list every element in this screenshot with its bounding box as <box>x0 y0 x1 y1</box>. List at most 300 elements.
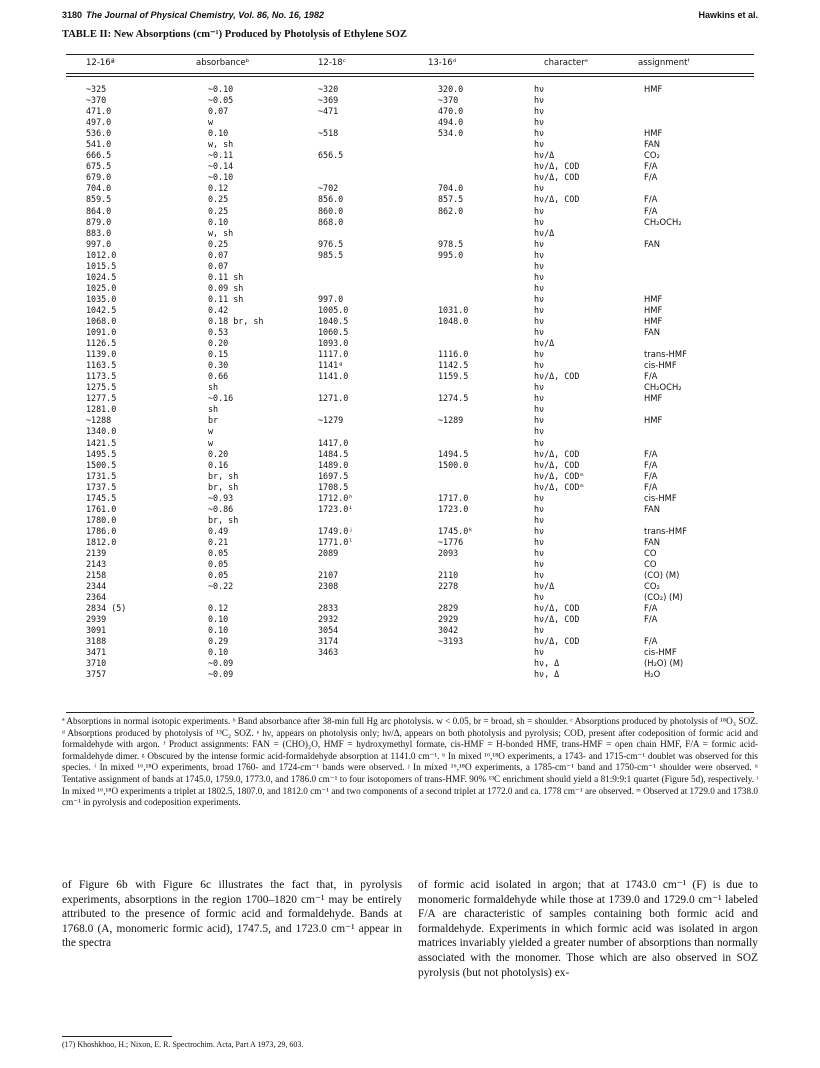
cell-absorbance: ~0.16 <box>208 393 234 404</box>
cell-12-18: 997.0 <box>318 293 344 304</box>
body-text-right: of formic acid isolated in argon; that at 1743.0 cm⁻¹ (F) is due to monomeric formaldehyde while those at 1739.0 and 1729.0 cm⁻¹ labeled F/A are characteristic of samples containing both formic acid and formaldehyde. Experiments in which formic acid was isolated in argon matrices invariably yielded a greater number of absorptions than normally associated with the monomer. Those which are also observed in SOZ pyrolysis (but not photolysis) ex- <box>418 879 758 979</box>
cell-12-16: 1042.5 <box>86 304 117 315</box>
cell-assignment: CO <box>644 559 657 570</box>
table-row <box>66 559 754 570</box>
cell-absorbance: 0.11 sh <box>208 293 244 304</box>
cell-character: hν <box>534 183 545 194</box>
cell-absorbance: sh <box>208 404 219 415</box>
table-row <box>66 504 754 515</box>
cell-character: hν <box>534 260 545 271</box>
cell-12-18: 1141.0 <box>318 371 349 382</box>
cell-12-18: 2107 <box>318 570 339 581</box>
cell-12-18: 1005.0 <box>318 304 349 315</box>
cell-assignment: H₂O <box>644 669 661 680</box>
cell-assignment: cis-HMF <box>644 360 677 371</box>
cell-assignment: F/A <box>644 614 658 625</box>
cell-12-18: ~320 <box>318 84 339 94</box>
cell-character: hν/Δ <box>534 150 555 161</box>
cell-13-16: 2278 <box>438 581 459 592</box>
table-row <box>66 139 754 150</box>
table-row <box>66 217 754 228</box>
cell-absorbance: 0.49 <box>208 525 229 536</box>
cell-character: hν/Δ, COD <box>534 161 580 172</box>
cell-absorbance: 0.10 <box>208 647 229 658</box>
page-number: 3180 <box>62 10 83 20</box>
cell-13-16: 2093 <box>438 547 459 558</box>
cell-absorbance: 0.18 br, sh <box>208 315 264 326</box>
table-row <box>66 382 754 393</box>
cell-12-18: 1417.0 <box>318 437 349 448</box>
table-row <box>66 636 754 647</box>
cell-12-16: 3757 <box>86 669 107 680</box>
table-row <box>66 272 754 283</box>
cell-character: hν <box>534 238 545 249</box>
cell-character: hν <box>534 492 545 503</box>
cell-13-16: 1500.0 <box>438 459 469 470</box>
cell-character: hν/Δ, COD <box>534 172 580 183</box>
cell-absorbance: w, sh <box>208 139 234 150</box>
cell-12-16: 879.0 <box>86 216 112 227</box>
cell-absorbance: 0.10 <box>208 614 229 625</box>
cell-character: hν <box>534 415 545 426</box>
cell-character: hν <box>534 525 545 536</box>
table-row <box>66 305 754 316</box>
cell-13-16: 1745.0ᵏ <box>438 525 474 536</box>
cell-assignment: F/A <box>644 470 658 481</box>
col-header-12-18: 12-18ᶜ <box>318 58 346 68</box>
cell-12-16: 536.0 <box>86 128 112 139</box>
cell-13-16: 1723.0 <box>438 503 469 514</box>
running-authors: Hawkins et al. <box>698 10 758 20</box>
cell-assignment: trans-HMF <box>644 525 687 536</box>
table-row <box>66 438 754 449</box>
cell-13-16: ~3193 <box>438 636 464 647</box>
cell-13-16: 2110 <box>438 570 459 581</box>
cell-absorbance: 0.53 <box>208 327 229 338</box>
cell-absorbance: br, sh <box>208 514 239 525</box>
cell-character: hν <box>534 304 545 315</box>
cell-12-16: 3471 <box>86 647 107 658</box>
cell-absorbance: 0.11 sh <box>208 271 244 282</box>
cell-12-16: 1745.5 <box>86 492 117 503</box>
cell-12-16: 666.5 <box>86 150 112 161</box>
cell-12-18: 856.0 <box>318 194 344 205</box>
cell-12-16: 3188 <box>86 636 107 647</box>
cell-character: hν/Δ, COD <box>534 603 580 614</box>
cell-character: hν/Δ <box>534 338 555 349</box>
table-row <box>66 471 754 482</box>
cell-character: hν <box>534 625 545 636</box>
reference-17: (17) Khoshkhoo, H.; Nixon, E. R. Spectrochim. Acta, Part A 1973, 29, 603. <box>62 1040 304 1049</box>
cell-assignment: FAN <box>644 238 661 249</box>
cell-assignment: HMF <box>644 293 663 304</box>
cell-absorbance: ~0.09 <box>208 658 234 669</box>
table-row <box>66 625 754 636</box>
journal-name: The Journal of Physical Chemistry, Vol. 86, No. 16, 1982 <box>86 10 324 20</box>
table-row <box>66 183 754 194</box>
cell-12-16: 1163.5 <box>86 360 117 371</box>
cell-absorbance: ~0.14 <box>208 161 234 172</box>
table-row <box>66 206 754 217</box>
cell-12-16: 2344 <box>86 581 107 592</box>
cell-assignment: F/A <box>644 205 658 216</box>
cell-12-16: 3091 <box>86 625 107 636</box>
cell-13-16: 320.0 <box>438 84 464 94</box>
cell-12-18: ~369 <box>318 95 339 106</box>
table-row <box>66 172 754 183</box>
cell-12-18: ~471 <box>318 106 339 117</box>
cell-12-18: 860.0 <box>318 205 344 216</box>
cell-12-16: 2834 (5) <box>86 603 127 614</box>
absorption-table <box>66 84 754 681</box>
table-row <box>66 128 754 139</box>
cell-12-16: 675.5 <box>86 161 112 172</box>
cell-12-16: 2158 <box>86 570 107 581</box>
cell-absorbance: 0.12 <box>208 183 229 194</box>
cell-character: hν/Δ, COD <box>534 459 580 470</box>
cell-13-16: 470.0 <box>438 106 464 117</box>
cell-12-16: 541.0 <box>86 139 112 150</box>
cell-assignment: FAN <box>644 139 661 150</box>
cell-assignment: CO₂ <box>644 150 660 161</box>
cell-absorbance: ~0.11 <box>208 150 234 161</box>
cell-character: hν <box>534 647 545 658</box>
cell-assignment: CH₂OCH₂ <box>644 382 682 393</box>
cell-character: hν <box>534 426 545 437</box>
cell-character: hν <box>534 139 545 150</box>
cell-absorbance: 0.25 <box>208 194 229 205</box>
cell-12-18: 1271.0 <box>318 393 349 404</box>
cell-12-16: 1068.0 <box>86 315 117 326</box>
cell-12-16: 704.0 <box>86 183 112 194</box>
cell-13-16: ~1289 <box>438 415 464 426</box>
cell-assignment: F/A <box>644 636 658 647</box>
col-header-character: characterᵉ <box>544 58 589 68</box>
cell-absorbance: ~0.86 <box>208 503 234 514</box>
table-row <box>66 294 754 305</box>
cell-12-16: 1500.5 <box>86 459 117 470</box>
table-row <box>66 261 754 272</box>
cell-12-18: 1141ᵍ <box>318 360 344 371</box>
cell-12-18: 2932 <box>318 614 339 625</box>
table-row <box>66 239 754 250</box>
cell-character: hν/Δ, COD <box>534 614 580 625</box>
cell-13-16: 978.5 <box>438 238 464 249</box>
cell-assignment: F/A <box>644 481 658 492</box>
cell-absorbance: 0.66 <box>208 371 229 382</box>
table-row <box>66 515 754 526</box>
cell-absorbance: ~0.05 <box>208 95 234 106</box>
table-row <box>66 338 754 349</box>
cell-12-18: 2833 <box>318 603 339 614</box>
cell-12-18: 1040.5 <box>318 315 349 326</box>
cell-13-16: 1142.5 <box>438 360 469 371</box>
cell-absorbance: 0.12 <box>208 603 229 614</box>
cell-12-16: 1761.0 <box>86 503 117 514</box>
table-row <box>66 493 754 504</box>
cell-13-16: 1159.5 <box>438 371 469 382</box>
table-row <box>66 360 754 371</box>
table-row <box>66 614 754 625</box>
table-row <box>66 316 754 327</box>
table-row <box>66 106 754 117</box>
cell-assignment: HMF <box>644 304 663 315</box>
cell-character: hν/Δ, CODᵐ <box>534 470 585 481</box>
cell-character: hν <box>534 327 545 338</box>
cell-character: hν <box>534 536 545 547</box>
cell-character: hν <box>534 404 545 415</box>
cell-12-18: 3054 <box>318 625 339 636</box>
cell-character: hν/Δ, COD <box>534 194 580 205</box>
table-column-headers <box>66 58 754 70</box>
table-row <box>66 526 754 537</box>
cell-12-18: 1489.0 <box>318 459 349 470</box>
journal-line <box>62 10 324 20</box>
table-row <box>66 404 754 415</box>
cell-13-16: 1048.0 <box>438 315 469 326</box>
cell-absorbance: 0.09 sh <box>208 282 244 293</box>
cell-12-18: 1117.0 <box>318 349 349 360</box>
cell-12-16: 679.0 <box>86 172 112 183</box>
col-header-13-16: 13-16ᵈ <box>428 58 457 68</box>
cell-13-16: ~370 <box>438 95 459 106</box>
cell-12-16: ~325 <box>86 84 107 94</box>
cell-12-18: 1708.5 <box>318 481 349 492</box>
cell-12-16: 1012.0 <box>86 249 117 260</box>
cell-12-16: 1173.5 <box>86 371 117 382</box>
cell-13-16: 3042 <box>438 625 459 636</box>
cell-12-16: 1812.0 <box>86 536 117 547</box>
cell-assignment: cis-HMF <box>644 492 677 503</box>
cell-absorbance: 0.10 <box>208 625 229 636</box>
cell-character: hν <box>534 360 545 371</box>
cell-12-16: 3710 <box>86 658 107 669</box>
cell-assignment: HMF <box>644 393 663 404</box>
cell-absorbance: ~0.10 <box>208 84 234 94</box>
cell-12-16: 1025.0 <box>86 282 117 293</box>
cell-absorbance: ~0.09 <box>208 669 234 680</box>
cell-assignment: (CO) (M) <box>644 570 680 581</box>
cell-character: hν/Δ <box>534 227 555 238</box>
footnote-rule <box>62 1036 172 1037</box>
cell-absorbance: 0.15 <box>208 349 229 360</box>
cell-12-18: 976.5 <box>318 238 344 249</box>
table-caption: TABLE II: New Absorptions (cm⁻¹) Produced by Photolysis of Ethylene SOZ <box>62 29 407 40</box>
table-row <box>66 283 754 294</box>
cell-character: hν, Δ <box>534 658 560 669</box>
table-bottom-rule <box>66 712 754 713</box>
table-top-rule <box>66 54 754 55</box>
cell-absorbance: br, sh <box>208 481 239 492</box>
cell-character: hν <box>534 592 545 603</box>
cell-character: hν/Δ, COD <box>534 371 580 382</box>
cell-absorbance: br, sh <box>208 470 239 481</box>
cell-absorbance: 0.05 <box>208 547 229 558</box>
cell-character: hν <box>534 271 545 282</box>
cell-12-18: 868.0 <box>318 216 344 227</box>
cell-assignment: FAN <box>644 327 661 338</box>
cell-character: hν <box>534 514 545 525</box>
cell-13-16: 2829 <box>438 603 459 614</box>
cell-character: hν <box>534 393 545 404</box>
cell-absorbance: w <box>208 426 214 437</box>
cell-12-16: 497.0 <box>86 117 112 128</box>
cell-12-18: 3174 <box>318 636 339 647</box>
table-header-rule-2 <box>66 76 754 77</box>
table-row <box>66 393 754 404</box>
cell-12-16: 1780.0 <box>86 514 117 525</box>
cell-12-16: 1340.0 <box>86 426 117 437</box>
table-row <box>66 570 754 581</box>
cell-character: hν <box>534 349 545 360</box>
col-header-absorbance: absorbanceᵇ <box>196 58 250 68</box>
cell-assignment: HMF <box>644 415 663 426</box>
cell-13-16: ~1776 <box>438 536 464 547</box>
cell-absorbance: 0.16 <box>208 459 229 470</box>
cell-character: hν <box>534 315 545 326</box>
cell-character: hν <box>534 282 545 293</box>
cell-absorbance: 0.10 <box>208 216 229 227</box>
cell-absorbance: 0.29 <box>208 636 229 647</box>
cell-12-16: 1024.5 <box>86 271 117 282</box>
cell-absorbance: w <box>208 117 214 128</box>
table-row <box>66 537 754 548</box>
cell-12-18: 1060.5 <box>318 327 349 338</box>
cell-12-16: 1731.5 <box>86 470 117 481</box>
table-row <box>66 548 754 559</box>
cell-12-16: 1139.0 <box>86 349 117 360</box>
cell-character: hν/Δ, CODᵐ <box>534 481 585 492</box>
cell-absorbance: 0.05 <box>208 570 229 581</box>
cell-absorbance: sh <box>208 382 219 393</box>
cell-absorbance: 0.42 <box>208 304 229 315</box>
cell-assignment: HMF <box>644 84 663 94</box>
table-row <box>66 327 754 338</box>
cell-12-18: 1771.0ˡ <box>318 536 354 547</box>
table-row <box>66 84 754 95</box>
table-header-rule <box>66 73 754 74</box>
cell-absorbance: 0.05 <box>208 559 229 570</box>
table-row <box>66 161 754 172</box>
cell-assignment: FAN <box>644 536 661 547</box>
table-row <box>66 95 754 106</box>
cell-character: hν <box>534 559 545 570</box>
cell-absorbance: ~0.10 <box>208 172 234 183</box>
table-row <box>66 460 754 471</box>
cell-12-16: 1277.5 <box>86 393 117 404</box>
cell-character: hν <box>534 205 545 216</box>
table-row <box>66 647 754 658</box>
cell-absorbance: 0.25 <box>208 238 229 249</box>
table-row <box>66 228 754 239</box>
table-row <box>66 592 754 603</box>
cell-absorbance: 0.21 <box>208 536 229 547</box>
cell-12-18: 1093.0 <box>318 338 349 349</box>
cell-character: hν/Δ, COD <box>534 636 580 647</box>
cell-character: hν <box>534 382 545 393</box>
cell-12-16: 2939 <box>86 614 107 625</box>
cell-13-16: 494.0 <box>438 117 464 128</box>
cell-assignment: trans-HMF <box>644 349 687 360</box>
cell-character: hν <box>534 249 545 260</box>
cell-13-16: 1717.0 <box>438 492 469 503</box>
table-row <box>66 117 754 128</box>
cell-character: hν <box>534 84 545 94</box>
table-row <box>66 658 754 669</box>
table-row <box>66 415 754 426</box>
cell-absorbance: 0.10 <box>208 128 229 139</box>
cell-absorbance: 0.07 <box>208 249 229 260</box>
cell-assignment: F/A <box>644 603 658 614</box>
cell-12-16: 859.5 <box>86 194 112 205</box>
cell-12-16: ~370 <box>86 95 107 106</box>
cell-character: hν <box>534 106 545 117</box>
table-footnotes: ª Absorptions in normal isotopic experiments. ᵇ Band absorbance after 38-min full Hg arc photolysis. w < 0.05, br = broad, sh = shoulder. ᶜ Absorptions produced by photolysis of ¹⁸O₃ SOZ. ᵈ Absorptions produced by photolysis of ¹³C₂ SOZ. ᵉ hν, appears on photolysis only; hν/Δ, appears on both photolysis and pyrolysis; COD, present after codeposition of formic acid and formaldehyde with argon. ᶠ Product assignments: FAN = (CHO)₂O, HMF = hydroxymethyl formate, cis-HMF = H-bonded HMF, trans-HMF = open chain HMF, F/A = formic acid-formaldehyde dimer. ᵍ Obscured by the intense formic acid-formaldehyde absorption at 1141.0 cm⁻¹. ʰ In mixed ¹⁶,¹⁸O experiments, a 1743- and 1715-cm⁻¹ doublet was observed for this species. ⁱ In mixed ¹⁶,¹⁸O experiments, broad 1760- and 1724-cm⁻¹ bands were observed. ʲ In mixed ¹⁶,¹⁸O experiments, a 1785-cm⁻¹ band and 1750-cm⁻¹ shoulder were observed. ᵏ Tentative assignment of bands at 1745.0, 1759.0, 1773.0, and 1786.0 cm⁻¹ to four isotopomers of trans-HMF. 90% ¹³C enrichment should yield a 81:9:9:1 quartet (Figure 5d), respectively. ˡ In mixed ¹⁶,¹⁸O experiments a triplet at 1802.5, 1807.0, and 1812.0 cm⁻¹ and two components of a second triplet at 1772.0 and ca. 1778 cm⁻¹ are observed. ᵐ Observed at 1729.0 and 1738.0 cm⁻¹ in pyrolysis and codeposition experiments. <box>62 716 758 808</box>
cell-assignment: F/A <box>644 371 658 382</box>
cell-assignment: HMF <box>644 315 663 326</box>
cell-character: hν <box>534 117 545 128</box>
cell-character: hν/Δ <box>534 581 555 592</box>
cell-character: hν <box>534 547 545 558</box>
cell-assignment: F/A <box>644 161 658 172</box>
cell-12-16: 1737.5 <box>86 481 117 492</box>
cell-absorbance: ~0.93 <box>208 492 234 503</box>
table-row <box>66 426 754 437</box>
body-text-left: of Figure 6b with Figure 6c illustrates the fact that, in pyrolysis experiments, absorptions in the region 1700–1820 cm⁻¹ may be entirely attributed to the presence of formic acid and formaldehyde. Bands at 1768.0 (A, monomeric formic acid), 1747.5, and 1723.0 cm⁻¹ appear in the spectra <box>62 879 402 950</box>
cell-absorbance: 0.25 <box>208 205 229 216</box>
cell-assignment: (H₂O) (M) <box>644 658 684 669</box>
col-header-12-16: 12-16ª <box>86 58 115 68</box>
cell-character: hν <box>534 95 545 106</box>
cell-12-18: 1712.0ʰ <box>318 492 354 503</box>
cell-13-16: 857.5 <box>438 194 464 205</box>
cell-12-18: 1723.0ⁱ <box>318 503 354 514</box>
table-row <box>66 581 754 592</box>
cell-character: hν <box>534 437 545 448</box>
cell-assignment: HMF <box>644 128 663 139</box>
cell-12-16: ~1288 <box>86 415 112 426</box>
cell-12-18: ~1279 <box>318 415 344 426</box>
cell-assignment: CO₂ <box>644 581 660 592</box>
cell-character: hν <box>534 216 545 227</box>
cell-12-18: ~518 <box>318 128 339 139</box>
cell-character: hν <box>534 128 545 139</box>
cell-12-16: 1275.5 <box>86 382 117 393</box>
table-row <box>66 449 754 460</box>
cell-12-18: 1484.5 <box>318 448 349 459</box>
cell-12-16: 883.0 <box>86 227 112 238</box>
cell-character: hν/Δ, COD <box>534 448 580 459</box>
cell-assignment: F/A <box>644 194 658 205</box>
cell-assignment: CO <box>644 547 657 558</box>
cell-character: hν <box>534 293 545 304</box>
cell-12-16: 2143 <box>86 559 107 570</box>
cell-12-18: ~702 <box>318 183 339 194</box>
cell-absorbance: 0.07 <box>208 106 229 117</box>
cell-absorbance: 0.30 <box>208 360 229 371</box>
cell-13-16: 704.0 <box>438 183 464 194</box>
table-row <box>66 603 754 614</box>
cell-12-16: 997.0 <box>86 238 112 249</box>
cell-assignment: FAN <box>644 503 661 514</box>
cell-12-16: 1421.5 <box>86 437 117 448</box>
cell-12-16: 1035.0 <box>86 293 117 304</box>
cell-13-16: 862.0 <box>438 205 464 216</box>
table-row <box>66 250 754 261</box>
cell-12-18: 985.5 <box>318 249 344 260</box>
cell-assignment: F/A <box>644 448 658 459</box>
cell-absorbance: 0.07 <box>208 260 229 271</box>
